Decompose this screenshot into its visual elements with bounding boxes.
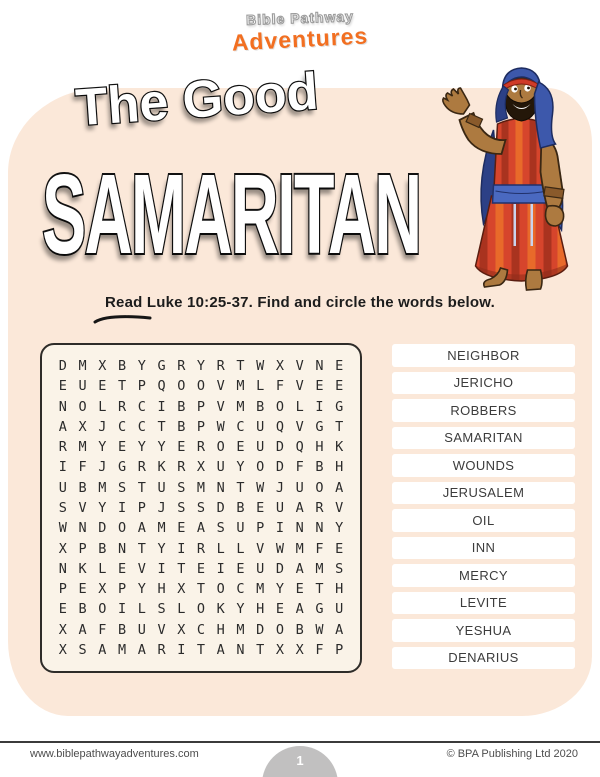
grid-letter: S xyxy=(177,499,186,516)
grid-letter: E xyxy=(256,499,265,516)
grid-letter: O xyxy=(117,520,127,537)
grid-letter: O xyxy=(216,439,225,456)
grid-letter: D xyxy=(275,439,284,456)
grid-letter: Y xyxy=(236,601,245,618)
grid-letter: H xyxy=(335,581,344,598)
grid-letter: X xyxy=(78,418,87,435)
grid-letter: V xyxy=(335,499,344,516)
word-pill: ROBBERS xyxy=(392,399,575,422)
grid-letter: T xyxy=(137,540,146,557)
grid-letter: F xyxy=(295,459,304,476)
grid-letter: F xyxy=(315,641,324,658)
grid-letter: E xyxy=(315,378,324,395)
grid-letter: F xyxy=(98,621,107,638)
grid-letter: W xyxy=(275,540,284,557)
grid-letter: Y xyxy=(236,459,245,476)
grid-letter: P xyxy=(137,378,146,395)
grid-letter: L xyxy=(236,540,245,557)
grid-letter: U xyxy=(216,459,225,476)
grid-letter: E xyxy=(275,601,284,618)
grid-letter: Y xyxy=(196,358,206,375)
grid-letter: O xyxy=(196,378,206,395)
grid-letter: M xyxy=(117,641,127,658)
grid-letter: X xyxy=(295,641,304,658)
grid-letter: T xyxy=(256,641,265,658)
grid-letter: M xyxy=(236,398,245,415)
grid-letter: E xyxy=(177,439,186,456)
grid-letter: E xyxy=(58,601,67,618)
grid-letter: I xyxy=(177,641,186,658)
grid-letter: V xyxy=(295,378,304,395)
grid-letter: U xyxy=(295,479,304,496)
page-number-badge: 1 xyxy=(262,746,338,777)
grid-letter: S xyxy=(196,499,206,516)
grid-letter: E xyxy=(98,378,107,395)
grid-letter: Y xyxy=(137,358,146,375)
grid-letter: O xyxy=(256,459,265,476)
word-search-grid xyxy=(40,343,362,673)
grid-letter: Y xyxy=(98,499,107,516)
grid-letter: P xyxy=(196,398,206,415)
grid-letter: E xyxy=(58,378,67,395)
grid-letter: O xyxy=(315,479,324,496)
grid-letter: B xyxy=(295,621,304,638)
word-pill: MERCY xyxy=(392,564,575,587)
grid-letter: T xyxy=(196,641,206,658)
word-pill: OIL xyxy=(392,509,575,532)
grid-letter: X xyxy=(177,621,186,638)
grid-letter: Y xyxy=(335,520,344,537)
grid-letter: C xyxy=(137,398,146,415)
grid-letter: T xyxy=(196,581,206,598)
grid-letter: W xyxy=(256,358,265,375)
grid-letter: G xyxy=(315,418,324,435)
grid-letter: M xyxy=(98,479,107,496)
grid-letter: R xyxy=(177,358,186,375)
grid-letter: X xyxy=(275,641,284,658)
grid-letter: V xyxy=(295,418,304,435)
grid-letter: A xyxy=(295,560,304,577)
grid-letter: Y xyxy=(137,439,146,456)
underline-swoosh xyxy=(92,312,154,325)
grid-letter: P xyxy=(196,418,206,435)
grid-letter: P xyxy=(335,641,344,658)
grid-letter: J xyxy=(275,479,284,496)
grid-letter: I xyxy=(216,560,225,577)
grid-letter: S xyxy=(335,560,344,577)
grid-letter: R xyxy=(216,358,225,375)
grid-letter: V xyxy=(137,560,146,577)
grid-letter: Q xyxy=(157,378,166,395)
grid-letter: N xyxy=(315,358,324,375)
grid-letter: U xyxy=(236,520,245,537)
grid-letter: J xyxy=(98,418,107,435)
word-pill: JERICHO xyxy=(392,372,575,395)
grid-letter: B xyxy=(98,540,107,557)
grid-letter: I xyxy=(275,520,284,537)
grid-letter: F xyxy=(315,540,324,557)
footer-divider xyxy=(0,741,600,743)
grid-letter: M xyxy=(236,378,245,395)
grid-letter: R xyxy=(117,398,127,415)
grid-letter: D xyxy=(216,499,225,516)
grid-letter: P xyxy=(137,499,146,516)
grid-letter: W xyxy=(216,418,225,435)
grid-letter: B xyxy=(256,398,265,415)
footer-copyright: © BPA Publishing Ltd 2020 xyxy=(446,748,578,760)
grid-letter: J xyxy=(157,499,166,516)
grid-letter: B xyxy=(117,358,127,375)
grid-letter: K xyxy=(335,439,344,456)
grid-letter: U xyxy=(58,479,67,496)
grid-letter: A xyxy=(137,520,146,537)
grid-letter: H xyxy=(315,439,324,456)
grid-letter: K xyxy=(216,601,225,618)
grid-letter: Q xyxy=(275,418,284,435)
grid-letter: Y xyxy=(157,540,166,557)
grid-letter: F xyxy=(78,459,87,476)
grid-letter: H xyxy=(216,621,225,638)
title-line1: The Good xyxy=(73,62,321,138)
grid-letter: P xyxy=(58,581,67,598)
grid-letter: A xyxy=(216,641,225,658)
word-pill: INN xyxy=(392,537,575,560)
grid-letter: S xyxy=(58,499,67,516)
grid-letter: O xyxy=(78,398,87,415)
grid-letter: D xyxy=(256,621,265,638)
footer-website: www.biblepathwayadventures.com xyxy=(30,748,199,760)
grid-letter: M xyxy=(315,560,324,577)
grid-letter: E xyxy=(78,581,87,598)
grid-letter: D xyxy=(98,520,107,537)
grid-letter: M xyxy=(78,439,87,456)
grid-letter: N xyxy=(315,520,324,537)
grid-letter: X xyxy=(98,581,107,598)
word-pill: LEVITE xyxy=(392,592,575,615)
grid-letter: U xyxy=(78,378,87,395)
grid-letter: N xyxy=(117,540,127,557)
grid-letter: H xyxy=(256,601,265,618)
grid-letter: A xyxy=(58,418,67,435)
grid-letter: N xyxy=(78,520,87,537)
grid-letter: M xyxy=(78,358,87,375)
grid-letter: I xyxy=(58,459,67,476)
grid-letter: S xyxy=(157,601,166,618)
grid-letter: R xyxy=(157,641,166,658)
grid-letter: E xyxy=(335,358,344,375)
grid-letter: A xyxy=(137,641,146,658)
grid-letter: S xyxy=(78,641,87,658)
good-samaritan-illustration xyxy=(425,58,590,293)
instruction-text: Read Luke 10:25-37. Find and circle the words below. xyxy=(105,294,495,311)
grid-letter: T xyxy=(335,418,344,435)
grid-letter: R xyxy=(177,459,186,476)
grid-letter: O xyxy=(216,581,225,598)
grid-letter: E xyxy=(236,439,245,456)
grid-letter: Y xyxy=(157,439,166,456)
grid-letter: D xyxy=(275,459,284,476)
grid-letter: W xyxy=(256,479,265,496)
grid-letter: I xyxy=(117,601,127,618)
grid-letter: U xyxy=(256,418,265,435)
logo xyxy=(0,8,600,56)
grid-letter: O xyxy=(275,398,284,415)
grid-letter: P xyxy=(78,540,87,557)
grid-letter: K xyxy=(157,459,166,476)
grid-letter: K xyxy=(78,560,87,577)
grid-letter: E xyxy=(196,560,206,577)
word-pill: YESHUA xyxy=(392,619,575,642)
grid-letter: Y xyxy=(275,581,284,598)
grid-letter: U xyxy=(335,601,344,618)
grid-letter: G xyxy=(117,459,127,476)
grid-letter: R xyxy=(315,499,324,516)
grid-letter: V xyxy=(256,540,265,557)
word-pill: WOUNDS xyxy=(392,454,575,477)
grid-letter: E xyxy=(335,378,344,395)
grid-letter: T xyxy=(236,358,245,375)
grid-letter: I xyxy=(315,398,324,415)
logo-adventures: Adventures xyxy=(231,22,369,56)
grid-letter: L xyxy=(256,378,265,395)
grid-letter: Q xyxy=(295,439,304,456)
grid-letter: V xyxy=(216,378,225,395)
grid-letter: T xyxy=(137,479,146,496)
grid-letter: W xyxy=(315,621,324,638)
word-pill: NEIGHBOR xyxy=(392,344,575,367)
word-pill: SAMARITAN xyxy=(392,427,575,450)
grid-letter: O xyxy=(177,378,186,395)
grid-letter: X xyxy=(98,358,107,375)
grid-letter: A xyxy=(335,479,344,496)
grid-letter: L xyxy=(98,398,107,415)
grid-letter: I xyxy=(157,560,166,577)
grid-letter: B xyxy=(177,398,186,415)
grid-letter: D xyxy=(275,560,284,577)
grid-letter: N xyxy=(236,641,245,658)
grid-letter: T xyxy=(177,560,186,577)
grid-letter: A xyxy=(295,601,304,618)
grid-letter: O xyxy=(196,601,206,618)
word-list xyxy=(392,344,575,669)
grid-letter: O xyxy=(98,601,107,618)
title-line2: SAMARITAN xyxy=(42,151,421,279)
grid-letter: E xyxy=(295,581,304,598)
grid-letter: I xyxy=(157,398,166,415)
grid-letter: M xyxy=(157,520,166,537)
grid-letter: G xyxy=(157,358,166,375)
grid-letter: S xyxy=(117,479,127,496)
grid-letter: M xyxy=(256,581,265,598)
grid-letter: V xyxy=(78,499,87,516)
grid-letter: B xyxy=(177,418,186,435)
grid-letter: N xyxy=(216,479,225,496)
grid-letter: R xyxy=(137,459,146,476)
grid-letter: B xyxy=(236,499,245,516)
grid-letter: C xyxy=(196,621,206,638)
grid-letter: E xyxy=(335,540,344,557)
grid-letter: X xyxy=(275,358,284,375)
grid-letter: E xyxy=(117,439,127,456)
grid-letter: F xyxy=(275,378,284,395)
grid-letter: G xyxy=(315,601,324,618)
grid-letter: C xyxy=(236,418,245,435)
grid-letter: A xyxy=(196,520,206,537)
grid-letter: L xyxy=(295,398,304,415)
grid-letter: M xyxy=(236,621,245,638)
grid-letter: L xyxy=(98,560,107,577)
grid-letter: A xyxy=(78,621,87,638)
grid-letter: Y xyxy=(98,439,107,456)
grid-letter: U xyxy=(137,621,146,638)
grid-letter: T xyxy=(315,581,324,598)
grid-letter: A xyxy=(295,499,304,516)
grid-letter: I xyxy=(177,540,186,557)
grid-letter: M xyxy=(196,479,206,496)
grid-letter: U xyxy=(157,479,166,496)
grid-letter: S xyxy=(216,520,225,537)
grid-letter: A xyxy=(98,641,107,658)
grid-letter: B xyxy=(117,621,127,638)
grid-letter: C xyxy=(137,418,146,435)
grid-letter: H xyxy=(157,581,166,598)
grid-letter: L xyxy=(137,601,146,618)
grid-letter: O xyxy=(275,621,284,638)
grid-letter: Y xyxy=(137,581,146,598)
grid-letter: T xyxy=(157,418,166,435)
word-pill: DENARIUS xyxy=(392,647,575,670)
grid-letter: L xyxy=(177,601,186,618)
grid-letter: T xyxy=(236,479,245,496)
grid-letter: M xyxy=(295,540,304,557)
grid-letter: I xyxy=(117,499,127,516)
grid-letter: E xyxy=(117,560,127,577)
grid-letter: L xyxy=(216,540,225,557)
grid-letter: D xyxy=(58,358,67,375)
grid-letter: E xyxy=(236,560,245,577)
grid-letter: X xyxy=(58,641,67,658)
grid-letter: V xyxy=(295,358,304,375)
grid-letter: P xyxy=(256,520,265,537)
grid-letter: W xyxy=(58,520,67,537)
grid-letter: U xyxy=(256,439,265,456)
word-pill: JERUSALEM xyxy=(392,482,575,505)
grid-letter: X xyxy=(58,540,67,557)
grid-letter: R xyxy=(196,540,206,557)
logo-bible-pathway: Bible Pathway xyxy=(245,8,355,28)
grid-letter: N xyxy=(58,560,67,577)
grid-letter: U xyxy=(256,560,265,577)
grid-letter: B xyxy=(78,479,87,496)
grid-letter: N xyxy=(58,398,67,415)
grid-letter: X xyxy=(177,581,186,598)
grid-letter: N xyxy=(295,520,304,537)
grid-letter: E xyxy=(177,520,186,537)
grid-letter: U xyxy=(275,499,284,516)
grid-letter: X xyxy=(58,621,67,638)
grid-letter: T xyxy=(117,378,127,395)
grid-letter: H xyxy=(335,459,344,476)
grid-letter: B xyxy=(315,459,324,476)
grid-letter: B xyxy=(78,601,87,618)
grid-letter: C xyxy=(236,581,245,598)
grid-letter: G xyxy=(335,398,344,415)
grid-letter: X xyxy=(196,459,206,476)
grid-letter: V xyxy=(216,398,225,415)
grid-letter: J xyxy=(98,459,107,476)
grid-letter: C xyxy=(117,418,127,435)
grid-letter: V xyxy=(157,621,166,638)
grid-letter: R xyxy=(58,439,67,456)
grid-letter: P xyxy=(117,581,127,598)
grid-letter: A xyxy=(335,621,344,638)
grid-letter: S xyxy=(177,479,186,496)
grid-letter: R xyxy=(196,439,206,456)
